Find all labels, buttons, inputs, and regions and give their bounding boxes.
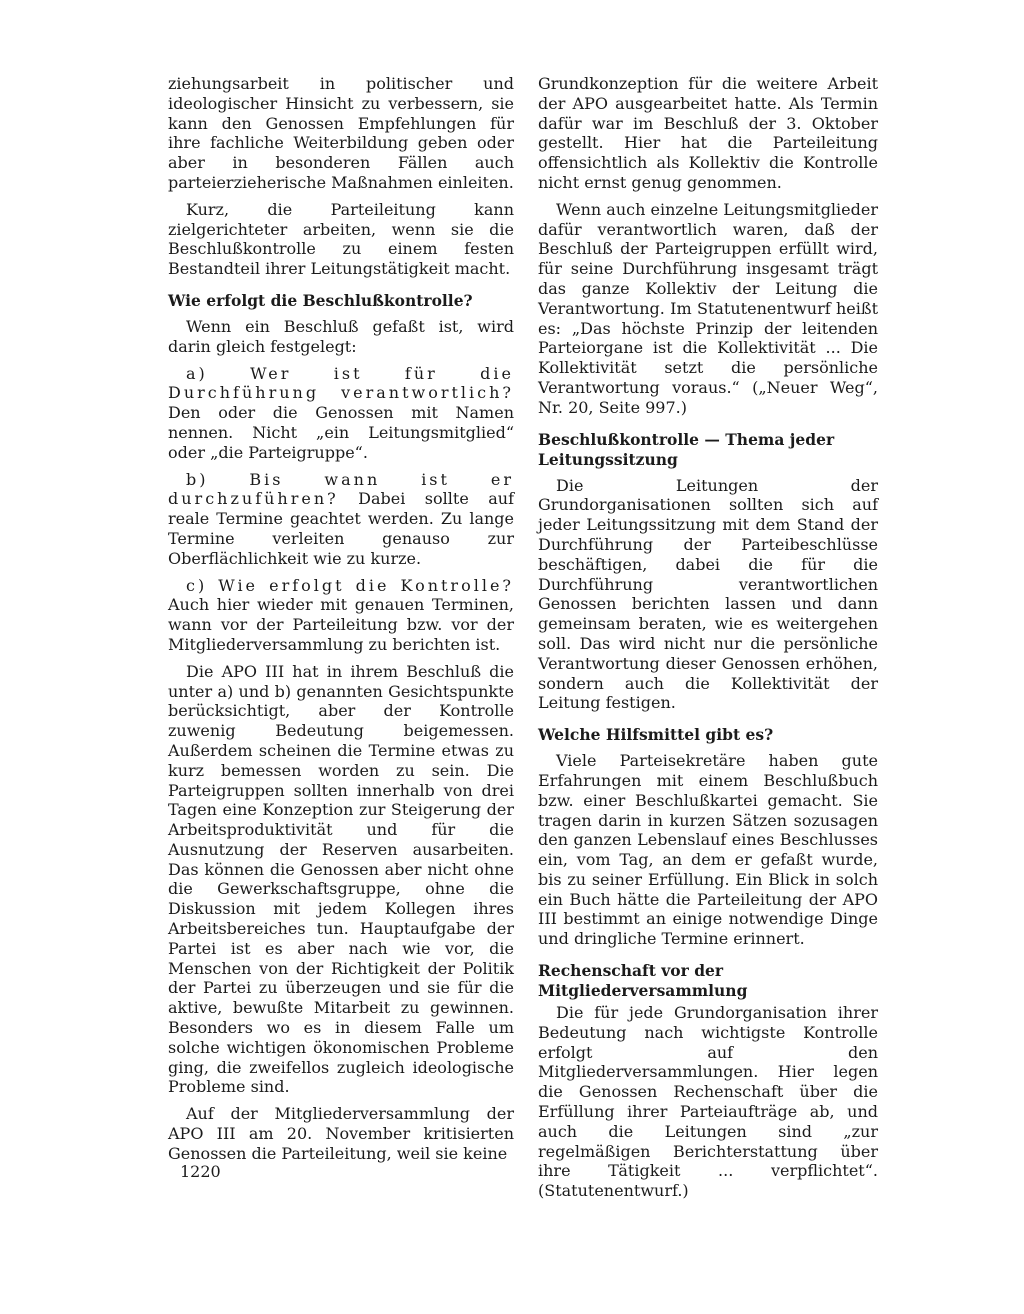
section-heading-rechenschaft: Rechenschaft vor der Mitgliederversammlung: [538, 961, 748, 1001]
paragraph-kurz: Kurz, die Parteileitung kann zielgerichteter arbeiten, wenn sie die Beschlußkontrolle zu einem festen Bestandteil ihrer Leitungstätigkeit macht.: [168, 199, 514, 279]
left-column: [168, 74, 514, 1171]
paragraph-beschlussbuch: Viele Parteisekretäre haben gute Erfahrungen mit einem Beschlußbuch bzw. einer Beschlußkartei gemacht. Sie tragen darin in kurzen Sätzen sozusagen den ganzen Lebenslauf eines Beschlusses ein, vom Tag, an dem er gefaßt wurde, bis zu seiner Erfüllung. Ein Blick in solch ein Buch hätte die Parteileitung der APO III bestimmt an einige notwendige Dinge und dringliche Termine erinnert.: [538, 751, 878, 949]
list-item-a-text: Den oder die Genossen mit Namen nennen. Nicht „ein Leitungsmitglied“ oder „die Parteigruppe“.: [168, 403, 514, 462]
list-item-b: [168, 470, 514, 569]
list-item-c-text: Auch hier wieder mit genauen Terminen, wann vor der Parteileitung bzw. vor der Mitgliederversammlung zu berichten ist.: [168, 595, 514, 654]
paragraph-continuation: ziehungsarbeit in politischer und ideologischer Hinsicht zu verbessern, sie kann den Genossen Empfehlungen für ihre fachliche Weiterbildung geben oder aber in besonderen Fällen auch parteierzieherische Maßnahmen einleiten.: [168, 74, 514, 192]
paragraph-mitgliederversammlung: Auf der Mitgliederversammlung der APO III am 20. November kritisierten Genossen die Parteileitung, weil sie keine: [168, 1104, 514, 1163]
paragraph-intro: Wenn ein Beschluß gefaßt ist, wird darin gleich festgelegt:: [168, 316, 514, 356]
section-heading-beschlusskontrolle: Wie erfolgt die Beschlußkontrolle?: [168, 290, 473, 310]
list-item-a-question: a) Wer ist für die Durchführung verantwortlich?: [168, 363, 514, 403]
section-heading-leitungssitzung: Beschlußkontrolle — Thema jeder Leitungssitzung: [538, 429, 835, 469]
page-number: 1220: [180, 1162, 221, 1181]
right-column: [538, 74, 878, 1208]
paragraph-apo-iii: Die APO III hat in ihrem Beschluß die unter a) und b) genannten Gesichtspunkte berücksichtigt, aber der Kontrolle zuwenig Bedeutung beigemessen. Außerdem scheinen die Termine etwas zu kurz bemessen worden zu sein. Die Parteigruppen sollten innerhalb von drei Tagen eine Konzeption zur Steigerung der Arbeitsproduktivität und für die Ausnutzung der Reserven ausarbeiten. Das können die Genossen aber nicht ohne die Gewerkschaftsgruppe, ohne die Diskussion mit jedem Kollegen ihres Arbeitsbereiches tun. Hauptaufgabe der Partei ist es aber nach wie vor, die Menschen von der Richtigkeit der Politik der Partei zu überzeugen und sie für die aktive, bewußte Mitarbeit zu gewinnen. Besonders wo es in diesem Falle um solche wichtigen ökonomischen Probleme ging, die zweifellos zugleich ideologische Probleme sind.: [168, 661, 514, 1097]
paragraph-verantwortung: Wenn auch einzelne Leitungsmitglieder dafür verantwortlich waren, daß der Beschluß der Parteigruppen erfüllt wird, für seine Durchführung insgesamt trägt das ganze Kollektiv der Leitung die Verantwortung. Im Statutenentwurf heißt es: „Das höchste Prinzip der leitenden Parteiorgane ist die Kollektivität ... Die Kollektivität setzt die persönliche Verantwortung voraus.“ („Neuer Weg“, Nr. 20, Seite 997.): [538, 199, 878, 417]
list-item-b-question: b) Bis wann ist er durchzuführen?: [168, 469, 514, 509]
paragraph-continuation-right: Grundkonzeption für die weitere Arbeit der APO ausgearbeitet hatte. Als Termin dafür war im Beschluß der 3. Oktober gestellt. Hier hat die Parteileitung offensichtlich als Kollektiv die Kontrolle nicht ernst genug genommen.: [538, 74, 878, 192]
section-heading-hilfsmittel: Welche Hilfsmittel gibt es?: [538, 725, 774, 745]
list-item-c-question: c) Wie erfolgt die Kontrolle?: [186, 575, 514, 595]
list-item-b-text: Dabei sollte auf reale Termine geachtet werden. Zu lange Termine verleiten genauso zur Oberflächlichkeit wie zu kurze.: [168, 489, 514, 568]
paragraph-leitungen: Die Leitungen der Grundorganisationen sollten sich auf jeder Leitungssitzung mit dem Stand der Durchführung der Parteibeschlüsse beschäftigen, dabei die für die Durchführung verantwortlichen Genossen berichten lassen und dann gemeinsam beraten, wie es weitergehen soll. Das wird nicht nur die persönliche Verantwortung dieser Genossen erhöhen, sondern auch die Kollektivität der Leitung festigen.: [538, 475, 878, 713]
list-item-c: [168, 576, 514, 655]
paragraph-rechenschaft: Die für jede Grundorganisation ihrer Bedeutung nach wichtigste Kontrolle erfolgt auf den Mitgliederversammlungen. Hier legen die Genossen Rechenschaft über die Erfüllung ihrer Parteiaufträge ab, und auch die Leitungen sind „zur regelmäßigen Berichterstattung über ihre Tätigkeit ... verpflichtet“. (Statutenentwurf.): [538, 1003, 878, 1201]
list-item-a: [168, 364, 514, 463]
